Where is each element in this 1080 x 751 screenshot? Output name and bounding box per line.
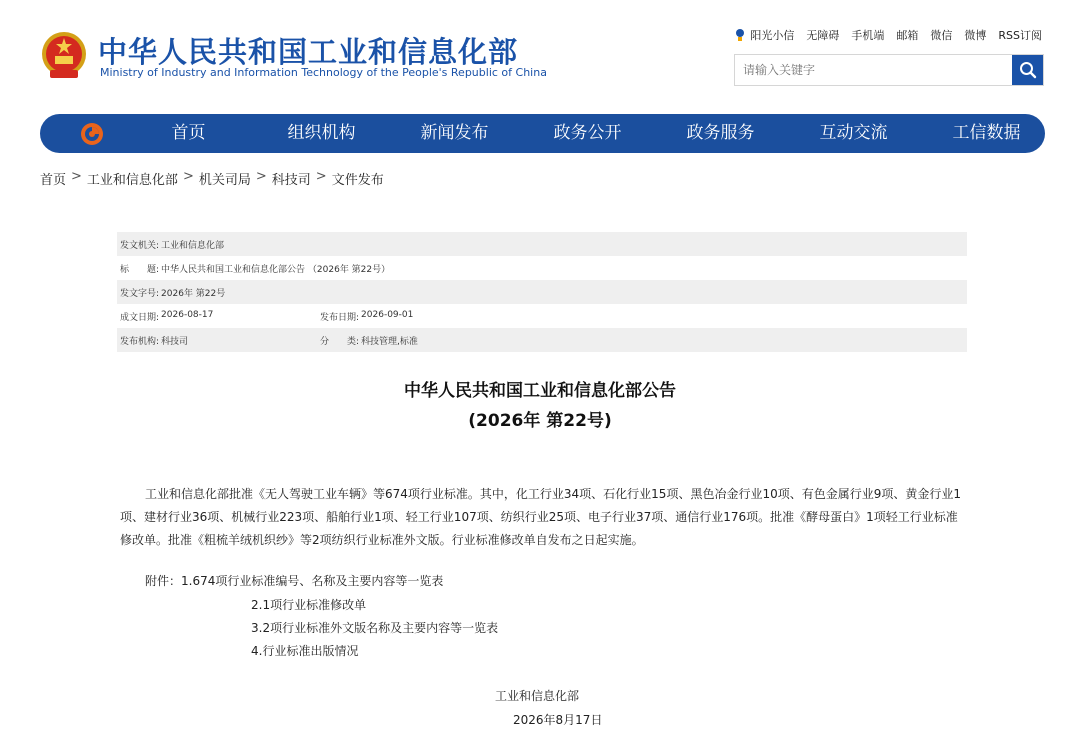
nav-home[interactable]: 首页 (171, 123, 206, 143)
site-title[interactable]: 中华人民共和国工业和信息化部 (98, 35, 519, 69)
document-title: 中华人民共和国工业和信息化部公告 (404, 381, 676, 401)
meta-label: 标 题: (120, 264, 160, 275)
meta-org-cell (120, 334, 320, 347)
breadcrumb-home[interactable]: 首页 (40, 173, 67, 188)
attachments-label: 附件： (145, 574, 182, 588)
document-number: (2026年 第22号) (468, 411, 612, 431)
site-subtitle: Ministry of Industry and Information Technology of the People's Republic of China (100, 66, 547, 79)
attachment-link[interactable]: 3.2项行业标准外文版名称及主要内容等一览表 (251, 621, 499, 635)
meta-title: 中华人民共和国工业和信息化部公告 （2026年 第22号） (161, 264, 391, 275)
nav-government-affairs[interactable]: 政务公开 (553, 123, 622, 143)
search-input[interactable] (735, 55, 1012, 85)
toplink-label: 阳光小信 (750, 29, 795, 42)
nav-data[interactable]: 工信数据 (952, 123, 1021, 143)
national-emblem-icon[interactable] (40, 30, 88, 82)
meta-label: 发文机关: (120, 240, 160, 251)
document-body: 工业和信息化部批准《无人驾驶工业车辆》等674项行业标准。其中，化工行业34项、石化行业15项、黑色冶金行业10项、有色金属行业9项、黄金行业1项、建材行业36项、机械行业223项、船舶行业1项、轻工行业107项、纺织行业25项、电子行业37项、通信行业176项。批准《酵母蛋白》1项轻工行业标准修改单。批准《粗梳羊绒机织纱》等2项纺织行业标准外文版。行业标准修改单自发布之日起实施。 (120, 487, 961, 547)
meta-label: 分 类: (320, 336, 360, 347)
meta-row-docno (117, 280, 967, 304)
breadcrumb (40, 169, 384, 188)
meta-created-cell (120, 310, 320, 323)
toplink-accessibility[interactable]: 无障碍 (806, 29, 840, 42)
nav-news[interactable]: 新闻发布 (420, 123, 489, 143)
meta-category-cell (320, 334, 418, 347)
meta-org: 科技司 (161, 336, 189, 347)
search-box (734, 54, 1044, 86)
site-header (0, 0, 1080, 110)
nav-interaction[interactable]: 互动交流 (819, 123, 888, 143)
nav-organization[interactable]: 组织机构 (287, 123, 356, 143)
meta-row-title (117, 256, 967, 280)
attachment-first (145, 572, 443, 589)
meta-published-cell (320, 310, 413, 323)
nav-services[interactable]: 政务服务 (686, 123, 755, 143)
breadcrumb-documents[interactable]: 文件发布 (331, 173, 384, 188)
main-nav (40, 114, 1045, 153)
ministry-logo-icon[interactable] (80, 122, 104, 146)
search-icon (1019, 61, 1037, 79)
toplink-wechat[interactable]: 微信 (930, 29, 953, 42)
chevron-right-icon: > (255, 169, 267, 184)
sunshine-icon (734, 28, 746, 42)
meta-label: 发布日期: (320, 312, 360, 323)
toplink-email[interactable]: 邮箱 (896, 29, 919, 42)
breadcrumb-ministry[interactable]: 工业和信息化部 (86, 173, 178, 188)
chevron-right-icon: > (71, 169, 82, 184)
document-meta (117, 232, 967, 352)
chevron-right-icon: > (182, 169, 194, 184)
toplink-mobile[interactable]: 手机端 (851, 29, 885, 42)
toplink-sunshine[interactable] (734, 27, 794, 43)
meta-row-org (117, 328, 967, 352)
attachment-link[interactable]: 4.行业标准出版情况 (251, 644, 359, 658)
breadcrumb-tech-dept[interactable]: 科技司 (271, 173, 311, 188)
signature-issuer: 工业和信息化部 (495, 689, 580, 703)
meta-label: 发文字号: (120, 288, 160, 299)
meta-published: 2026-09-01 (361, 309, 414, 320)
attachment-link[interactable]: 2.1项行业标准修改单 (251, 598, 367, 612)
meta-docno: 2026年 第22号 (161, 288, 226, 299)
attachment-link[interactable]: 1.674项行业标准编号、名称及主要内容等一览表 (181, 574, 444, 588)
meta-label: 发布机构: (120, 336, 160, 347)
meta-created: 2026-08-17 (161, 309, 214, 320)
meta-label: 成文日期: (120, 312, 160, 323)
signature-date: 2026年8月17日 (513, 713, 603, 727)
toplink-weibo[interactable]: 微博 (964, 29, 987, 42)
meta-issuer: 工业和信息化部 (161, 240, 225, 251)
search-button[interactable] (1012, 55, 1043, 85)
breadcrumb-departments[interactable]: 机关司局 (198, 173, 251, 188)
meta-row-dates (117, 304, 967, 328)
chevron-right-icon: > (315, 169, 327, 184)
meta-category: 科技管理,标准 (361, 336, 418, 347)
meta-row-issuer (117, 232, 967, 256)
toplink-rss[interactable]: RSS订阅 (998, 29, 1042, 42)
top-links (734, 27, 1042, 43)
